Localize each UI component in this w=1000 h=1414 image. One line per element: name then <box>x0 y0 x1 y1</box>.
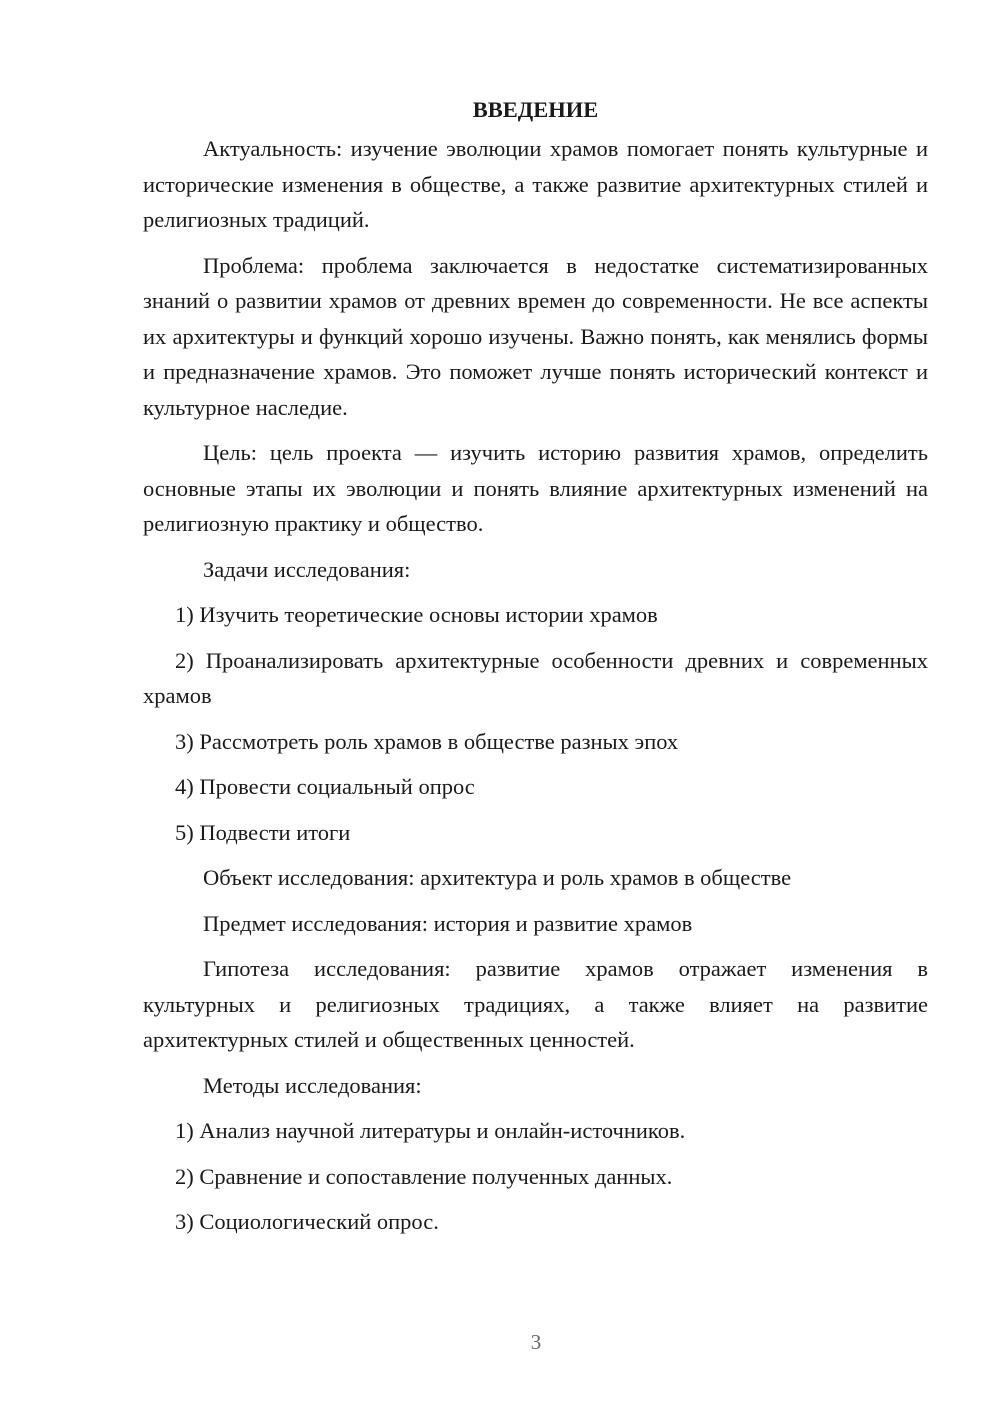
document-page <box>143 92 928 1250</box>
task-item: 5) Подвести итоги <box>175 819 351 845</box>
task-item: 1) Изучить теоретические основы истории храмов <box>175 602 658 627</box>
page-title: ВВЕДЕНИЕ <box>472 97 599 122</box>
task-item: 2) Проанализировать архитектурные особенности древних и современных храмов <box>143 647 928 708</box>
subject-paragraph: Предмет исследования: история и развитие храмов <box>203 910 693 936</box>
goal-paragraph: Цель: цель проекта — изучить историю развития храмов, определить основные этапы их эволюции и понять влияние архитектурных изменений на религиозную практику и общество. <box>143 440 928 536</box>
relevance-paragraph: Актуальность: изучение эволюции храмов помогает понять культурные и исторические изменения в обществе, а также развитие архитектурных стилей и религиозных традиций. <box>143 136 928 232</box>
object-paragraph: Объект исследования: архитектура и роль храмов в обществе <box>203 865 792 890</box>
method-item: 2) Сравнение и сопоставление полученных данных. <box>175 1163 673 1189</box>
hypothesis-paragraph: Гипотеза исследования: развитие храмов отражает изменения в культурных и религиозных традициях, а также влияет на развитие архитектурных стилей и общественных ценностей. <box>143 956 928 1052</box>
page-number: 3 <box>530 1330 542 1354</box>
method-item: 1) Анализ научной литературы и онлайн-источников. <box>175 1118 686 1143</box>
task-item: 4) Провести социальный опрос <box>175 774 475 799</box>
task-item: 3) Рассмотреть роль храмов в обществе разных эпох <box>175 728 679 754</box>
problem-paragraph: Проблема: проблема заключается в недостатке систематизированных знаний о развитии храмов от древних времен до современности. Не все аспекты их архитектуры и функций хорошо изучены. Важно понять, как менялись формы и предназначение храмов. Это поможет лучше понять исторический контекст и культурное наследие. <box>143 252 928 420</box>
tasks-heading: Задачи исследования: <box>203 556 411 582</box>
method-item: 3) Социологический опрос. <box>175 1209 439 1234</box>
methods-heading: Методы исследования: <box>203 1072 422 1098</box>
